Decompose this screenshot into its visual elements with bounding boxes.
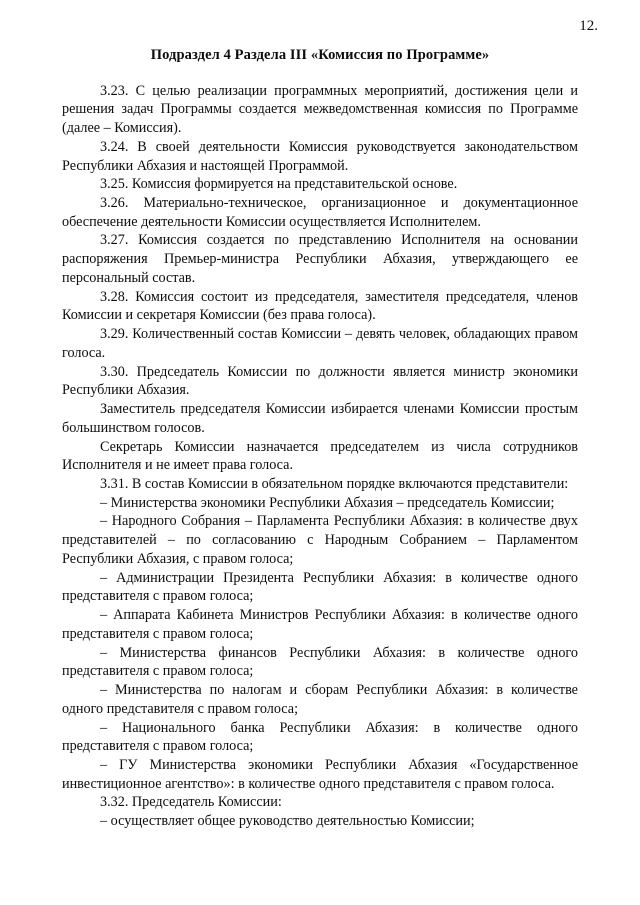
paragraph-secretary: Секретарь Комиссии назначается председателем из числа сотрудников Исполнителя и не имеет права голоса. [62, 438, 578, 474]
paragraph-3-23: 3.23. С целью реализации программных мероприятий, достижения цели и решения задач Программы создается межведомственная комиссия по Программе (далее – Комиссия). [62, 82, 578, 137]
list-item-ministry-economy: – Министерства экономики Республики Абхазия – председатель Комиссии; [100, 494, 555, 511]
list-item-cabinet-apparatus: – Аппарата Кабинета Министров Республики Абхазия: в количестве одного представителя с правом голоса; [62, 607, 578, 642]
section-heading: Подраздел 4 Раздела III «Комиссия по Программе» [150, 47, 490, 63]
paragraph-3-25: 3.25. Комиссия формируется на представительской основе. [100, 176, 458, 193]
list-item-president-administration: – Администрации Президента Республики Абхазия: в количестве одного представителя с правом голоса; [62, 569, 578, 605]
paragraph-3-32: 3.32. Председатель Комиссии: [100, 794, 282, 811]
paragraph-deputy-chair: Заместитель председателя Комиссии избирается членами Комиссии простым большинством голосов. [62, 401, 578, 436]
list-item-ministry-finance: – Министерства финансов Республики Абхазия: в количестве одного представителя с правом голоса; [62, 644, 578, 680]
list-item-investment-agency: – ГУ Министерства экономики Республики Абхазия «Государственное инвестиционное агентство»: в количестве одного представителя с правом голоса. [62, 757, 578, 792]
paragraph-3-31: 3.31. В состав Комиссии в обязательном порядке включаются представители: [100, 475, 569, 492]
list-item-parliament: – Народного Собрания – Парламента Республики Абхазия: в количестве двух представителей – по согласованию с Народным Собранием – Парламентом Республики Абхазия, с правом голоса; [62, 513, 578, 567]
paragraph-3-27: 3.27. Комиссия создается по представлению Исполнителя на основании распоряжения Премьер-министра Республики Абхазия, утверждающего ее персональный состав. [62, 232, 578, 286]
paragraph-3-30: 3.30. Председатель Комиссии по должности является министр экономики Республики Абхазия. [62, 363, 578, 399]
paragraph-3-29: 3.29. Количественный состав Комиссии – девять человек, обладающих правом голоса. [62, 326, 578, 361]
page-number: 12. [579, 18, 598, 34]
document-body [62, 46, 578, 831]
paragraph-3-26: 3.26. Материально-техническое, организационное и документационное обеспечение деятельности Комиссии осуществляется Исполнителем. [62, 194, 578, 230]
list-item-ministry-taxes: – Министерства по налогам и сборам Республики Абхазия: в количестве одного представителя с правом голоса; [62, 682, 578, 717]
list-item-national-bank: – Национального банка Республики Абхазия: в количестве одного представителя с правом голоса; [62, 719, 578, 755]
paragraph-3-28: 3.28. Комиссия состоит из председателя, заместителя председателя, членов Комиссии и секретаря Комиссии (без права голоса). [62, 288, 578, 324]
paragraph-3-24: 3.24. В своей деятельности Комиссия руководствуется законодательством Республики Абхазия и настоящей Программой. [62, 138, 578, 174]
list-item-general-leadership: – осуществляет общее руководство деятельностью Комиссии; [100, 813, 475, 830]
